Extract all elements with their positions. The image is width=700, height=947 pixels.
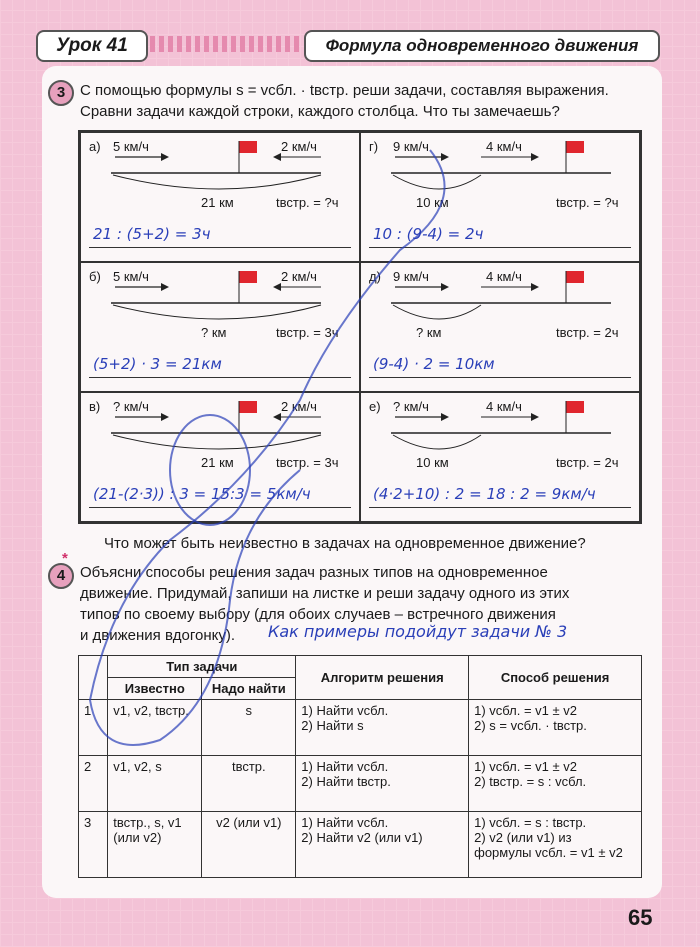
distance: 10 км [416, 455, 449, 470]
distance: 21 км [201, 455, 234, 470]
task-3-question: Что может быть неизвестно в задачах на одновременное движение? [104, 535, 586, 552]
algo-step-1: 1) Найти vсбл. [301, 703, 389, 718]
task-3-number: 3 [48, 80, 74, 106]
row-find: s [202, 700, 296, 756]
algo-step-2: 2) Найти s [301, 718, 364, 733]
distance: 21 км [201, 195, 234, 210]
distance: ? км [201, 325, 227, 340]
task-4-text-line4: и движения вдогонку). [80, 627, 236, 644]
speed-1: 5 км/ч [113, 139, 149, 154]
distance: ? км [416, 325, 442, 340]
algo-step-2: 2) Найти tвстр. [301, 774, 391, 789]
task-4-star: * [62, 550, 68, 567]
speed-2: 2 км/ч [281, 399, 317, 414]
handwritten-answer: (4·2+10) : 2 = 18 : 2 = 9км/ч [373, 485, 596, 503]
table-header-method: Способ решения [469, 656, 642, 700]
cell-label: б) [89, 269, 101, 284]
task-4-number: 4 [48, 563, 74, 589]
table-header-algo: Алгоритм решения [296, 656, 469, 700]
table-header-type: Тип задачи [108, 656, 296, 678]
handwritten-answer: 10 : (9-4) = 2ч [373, 225, 484, 243]
cell-label: д) [369, 269, 381, 284]
handwritten-answer: 21 : (5+2) = 3ч [93, 225, 211, 243]
row-known: v1, v2, tвстр. [108, 700, 202, 756]
row-find: v2 (или v1) [202, 812, 296, 878]
method-step-2: 2) s = vсбл. · tвстр. [474, 718, 587, 733]
cell-label: а) [89, 139, 101, 154]
table-header-find: Надо найти [202, 678, 296, 700]
task-4-text-line1: Объясни способы решения задач разных типов на одновременное [80, 564, 548, 581]
algo-step-1: 1) Найти vсбл. [301, 759, 389, 774]
method-step-1: 1) vсбл. = v1 ± v2 [474, 703, 577, 718]
row-number: 3 [79, 812, 108, 878]
speed-1: 9 км/ч [393, 139, 429, 154]
page-number: 65 [628, 905, 653, 930]
speed-2: 4 км/ч [486, 269, 522, 284]
handwritten-answer: (21-(2·3)) : 3 = 15:3 = 5км/ч [93, 485, 311, 503]
speed-1: ? км/ч [113, 399, 149, 414]
handwritten-note: Как примеры подойдут задачи № 3 [268, 622, 568, 641]
row-number: 1 [79, 700, 108, 756]
handwritten-answer: (5+2) · 3 = 21км [93, 355, 222, 373]
task-3-text-line2: Сравни задачи каждой строки, каждого столбца. Что ты замечаешь? [80, 103, 560, 120]
meeting-time: tвстр. = 2ч [556, 455, 619, 470]
speed-2: 2 км/ч [281, 269, 317, 284]
speed-1: 9 км/ч [393, 269, 429, 284]
method-step-2: 2) v2 (или v1) из [474, 830, 572, 845]
table-header-known: Известно [108, 678, 202, 700]
lesson-label: Урок 41 [36, 30, 148, 62]
row-known: v1, v2, s [108, 756, 202, 812]
meeting-time: tвстр. = 2ч [556, 325, 619, 340]
handwritten-answer: (9-4) · 2 = 10км [373, 355, 495, 373]
row-known: tвстр., s, v1 (или v2) [108, 812, 202, 878]
speed-2: 2 км/ч [281, 139, 317, 154]
speed-1: ? км/ч [393, 399, 429, 414]
meeting-time: tвстр. = 3ч [276, 325, 339, 340]
meeting-time: tвстр. = 3ч [276, 455, 339, 470]
speed-1: 5 км/ч [113, 269, 149, 284]
method-step-3: формулы vсбл. = v1 ± v2 [474, 845, 623, 860]
method-step-1: 1) vсбл. = s : tвстр. [474, 815, 587, 830]
row-number: 2 [79, 756, 108, 812]
row-find: tвстр. [202, 756, 296, 812]
cell-label: г) [369, 139, 379, 154]
meeting-time: tвстр. = ?ч [556, 195, 619, 210]
task-4-text-line2: движение. Придумай, запиши на листке и реши задачу одного из этих [80, 585, 570, 602]
topic-title: Формула одновременного движения [304, 30, 660, 62]
pen-stroke [90, 150, 445, 745]
method-step-1: 1) vсбл. = v1 ± v2 [474, 759, 577, 774]
task-3-text-line1: С помощью формулы s = vсбл. · tвстр. реши задачи, составляя выражения. [80, 82, 609, 99]
meeting-time: tвстр. = ?ч [276, 195, 339, 210]
task-4-text-line3: типов по своему выбору (для обоих случаев – встречного движения [80, 606, 556, 623]
algo-step-1: 1) Найти vсбл. [301, 815, 389, 830]
method-step-2: 2) tвстр. = s : vсбл. [474, 774, 587, 789]
speed-2: 4 км/ч [486, 399, 522, 414]
cell-label: в) [89, 399, 101, 414]
distance: 10 км [416, 195, 449, 210]
cell-label: е) [369, 399, 381, 414]
pen-circle [170, 415, 250, 525]
speed-2: 4 км/ч [486, 139, 522, 154]
algo-step-2: 2) Найти v2 (или v1) [301, 830, 423, 845]
